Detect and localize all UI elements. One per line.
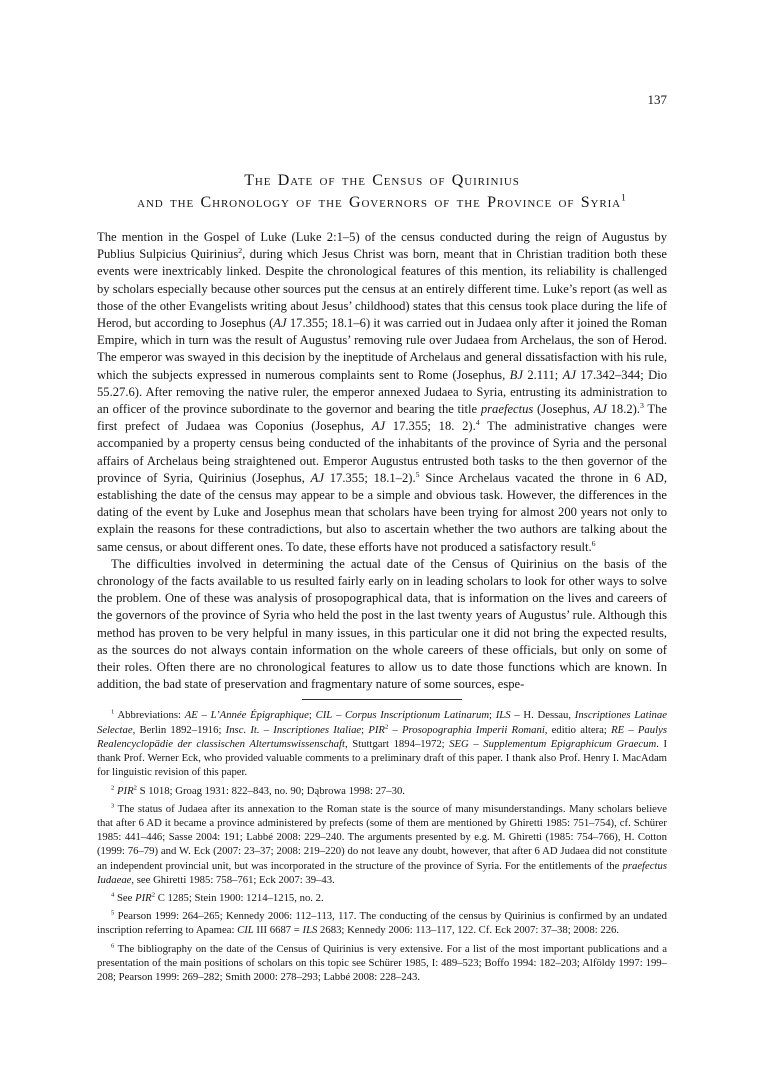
page-content <box>97 0 667 988</box>
page-number: 137 <box>647 92 667 107</box>
article-title <box>97 170 667 214</box>
footnote-1: $^1$ Abbreviations: AE – L’Année Épigraphique; CIL – Corpus Inscriptionum Latinarum; ILS – H. Dessau, Inscriptiones Latinae Selectae, Berlin 1892–1916; Insc. It. – Inscriptiones Italiae; PIR$^2$ – Prosopographia Imperii Romani, editio altera; RE – Paulys Realencyclopädie der classischen Altertumswissenschaft, Stuttgart 1894–1972; SEG – Supplementum Epigraphicum Graecum. I thank Prof. Werner Eck, who provided valuable comments to a preliminary draft of this paper. I thank also Prof. Henry I. MacAdam for linguistic revision of this paper. <box>97 708 668 779</box>
body-paragraph-1: The mention in the Gospel of Luke (Luke 2:1–5) of the census conducted during the reign of Augustus by Publius Sulpicius Quirinius$^2$, during which Jesus Christ was born, meant that in Christian tradition both these events were inextricably linked. Despite the chronological features of this mention, its reliability is challenged by scholars especially because other sources put the census at an entirely different time. Luke’s report (as well as those of the other Evangelists writing about Jesus’ childhood) states that this census took place during the life of Herod, but according to Josephus (AJ 17.355; 18.1–6) it was carried out in Judaea only after it joined the Roman Empire, which in turn was the result of Augustus’ removing rule over Judaea from Archelaus, the son of Herod. The emperor was swayed in this decision by the ineptitude of Archelaus and general dissatisfaction with his rule, which the subjects expressed in numerous complaints sent to Rome (Josephus, BJ 2.111; AJ 17.342–344; Dio 55.27.6). After removing the native ruler, the emperor annexed Judaea to Syria, entrusting its administration to an officer of the province subordinate to the governor and bearing the title praefectus (Josephus, AJ 18.2).$^3$ The first prefect of Judaea was Coponius (Josephus, AJ 17.355; 18. 2).$^4$ The administrative changes were accompanied by a property census being conducted of the inhabitants of the province of Syria and the personal affairs of Archelaus being straightened out. Emperor Augustus entrusted both tasks to the then governor of the province of Syria, Quirinius (Josephus, AJ 17.355; 18.1–2).$^5$ Since Archelaus vacated the throne in 6 AD, establishing the date of the census may appear to be a simple and obvious task. However, the differences in the dating of the event by Luke and Josephus mean that scholars have been trying for almost 200 years not only to explain the reasons for these contradictions, but also to ascertain whether the two authors are talking about the same census, or about different ones. To date, these efforts have not produced a satisfactory result.$^6$ <box>97 230 668 554</box>
article-body <box>97 229 667 693</box>
body-paragraph-2: The difficulties involved in determining the actual date of the Census of Quirinius on the basis of the chronology of the facts available to us resulted fairly early on in leading scholars to look for other ways to solve the problem. One of these was analysis of prosopographical data, that is information on the lives and careers of the governors of the province of Syria who held the post in the last twenty years of Augustus’ rule. Although this method has proven to be very helpful in many issues, in this particular one it did not bring the expected results, as the sources do not always contain information on the whole careers of these officials, but only on some of their roles. Often there are no chronological features to allow us to date those functions which are known. In addition, the bad state of preservation and fragmentary nature of some sources, espe- <box>97 556 667 692</box>
footnotes-block <box>97 708 667 984</box>
footnote-6: $^6$ The bibliography on the date of the Census of Quirinius is very extensive. For a list of the most important publications and a presentation of the main positions of scholars on this topic see Schürer 1985, I: 489–523; Boffo 1994: 182–203; Alföldy 1997: 199–208; Pearson 1999: 269–282; Smith 2000: 278–293; Labbé 2008: 228–243. <box>97 941 667 983</box>
footnote-5: $^5$ Pearson 1999: 264–265; Kennedy 2006: 112–113, 117. The conducting of the census by Quirinius is confirmed by an undated inscription referring to Apamea: CIL III 6687 = ILS 2683; Kennedy 2006: 113–117, 122. Cf. Eck 2007: 37–38; 2008: 226. <box>97 909 667 937</box>
article-title-line-1: The Date of the Census of Quirinius <box>244 172 520 189</box>
article-title-line-2 <box>97 192 667 214</box>
article-title-line-2-text: and the Chronology of the Governors of the Province of Syria <box>137 194 622 211</box>
footnote-4: $^4$ See PIR$^2$ C 1285; Stein 1900: 1214–1215, no. 2. <box>111 891 324 904</box>
footnote-separator <box>302 699 462 700</box>
footnote-3: $^3$ The status of Judaea after its annexation to the Roman state is the source of many misunderstandings. Many scholars believe that after 6 AD it became a province administered by prefects (some of them are mentioned by Ghiretti 1985: 751–754), cf. Schürer 1985: 441–446; Sasse 2004: 191; Labbé 2008: 229–240. The arguments presented by e.g. M. Ghiretti (1985: 754–766), H. Cotton (1999: 76–79) and W. Eck (2007: 23–37; 2008: 219–220) do not leave any doubt, however, that after 6 AD Judaea did not constitute an independent provincial unit, but was incorporated in the structure of the province of Syria. For the entitlements of the praefectus Iudaeae, see Ghiretti 1985: 758–761; Eck 2007: 39–43. <box>97 802 667 886</box>
title-footnote-ref: 1 <box>621 192 627 204</box>
footnote-2: $^2$ PIR$^2$ S 1018; Groag 1931: 822–843, no. 90; Dąbrowa 1998: 27–30. <box>111 783 405 797</box>
